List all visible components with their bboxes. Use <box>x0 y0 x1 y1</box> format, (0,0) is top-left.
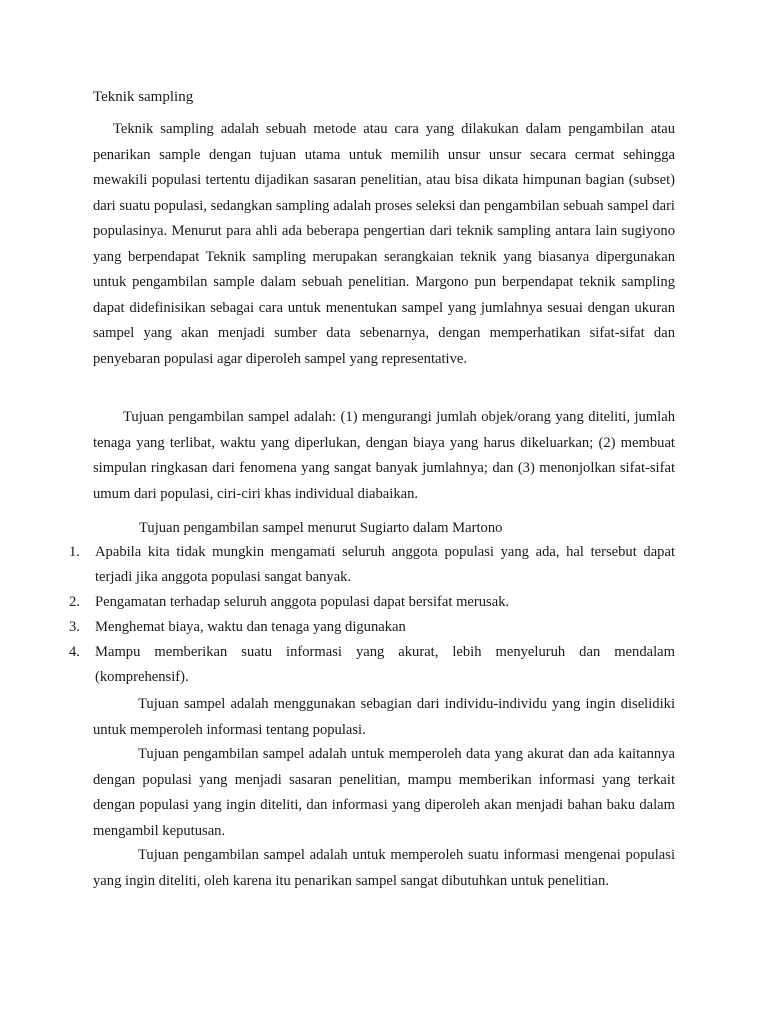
paragraph-sampling-information: Tujuan pengambilan sampel adalah untuk memperoleh suatu informasi mengenai populasi yang ingin diteliti, oleh karena itu penarikan sampel sangat dibutuhkan untuk penelitian. <box>93 847 675 889</box>
document-title: Teknik sampling <box>93 89 194 105</box>
list-item-text: Menghemat biaya, waktu dan tenaga yang digunakan <box>95 619 406 635</box>
list-item-number: 4. <box>69 644 80 660</box>
purpose-list <box>0 540 768 690</box>
list-item <box>0 640 675 690</box>
list-item <box>0 590 675 615</box>
paragraph-purpose: Tujuan pengambilan sampel adalah: (1) mengurangi jumlah objek/orang yang diteliti, jumlah tenaga yang terlibat, waktu yang diperlukan, dengan biaya yang harus dikeluarkan; (2) membuat simpulan ringkasan dari fenomena yang sangat banyak jumlahnya; dan (3) menonjolkan sifat-sifat umum dari populasi, ciri-ciri khas individual diabaikan. <box>93 409 675 502</box>
list-item-text: Mampu memberikan suatu informasi yang akurat, lebih menyeluruh dan mendalam (komprehensif). <box>95 644 675 685</box>
list-item-number: 3. <box>69 619 80 635</box>
paragraph-sampling-data: Tujuan pengambilan sampel adalah untuk memperoleh data yang akurat dan ada kaitannya dengan populasi yang menjadi sasaran penelitian, mampu memberikan informasi yang terkait dengan populasi yang ingin diteliti, dan informasi yang diperoleh akan menjadi bahan baku dalam mengambil keputusan. <box>93 746 675 839</box>
list-item-text: Apabila kita tidak mungkin mengamati seluruh anggota populasi yang ada, hal tersebut dapat terjadi jika anggota populasi sangat banyak. <box>95 544 675 585</box>
paragraph-definition: Teknik sampling adalah sebuah metode atau cara yang dilakukan dalam pengambilan atau penarikan sample dengan tujuan utama untuk memilih unsur unsur secara cermat sehingga mewakili populasi tertentu dijadikan sasaran penelitian, atau bisa dikata himpunan bagian (subset) dari suatu populasi, sedangkan sampling adalah proses seleksi dan pengambilan sebuah sampel dari populasinya. Menurut para ahli ada beberapa pengertian dari teknik sampling antara lain sugiyono yang berpendapat Teknik sampling merupakan serangkaian teknik yang biasanya dipergunakan untuk pengambilan sample dalam sebuah penelitian. Margono pun berpendapat teknik sampling dapat didefinisikan sebagai cara untuk menentukan sampel yang jumlahnya sesuai dengan ukuran sampel yang akan menjadi sumber data sebenarnya, dengan memperhatikan sifat-sifat dan penyebaran populasi agar diperoleh sampel yang representative. <box>93 121 675 367</box>
list-item-number: 1. <box>69 544 80 560</box>
paragraph-sample-purpose: Tujuan sampel adalah menggunakan sebagian dari individu-individu yang ingin diselidiki untuk memperoleh informasi tentang populasi. <box>93 696 675 738</box>
list-item-number: 2. <box>69 594 80 610</box>
list-item-text: Pengamatan terhadap seluruh anggota populasi dapat bersifat merusak. <box>95 594 510 610</box>
list-heading: Tujuan pengambilan sampel menurut Sugiarto dalam Martono <box>139 520 503 536</box>
list-item <box>0 615 675 640</box>
list-item <box>0 540 675 590</box>
